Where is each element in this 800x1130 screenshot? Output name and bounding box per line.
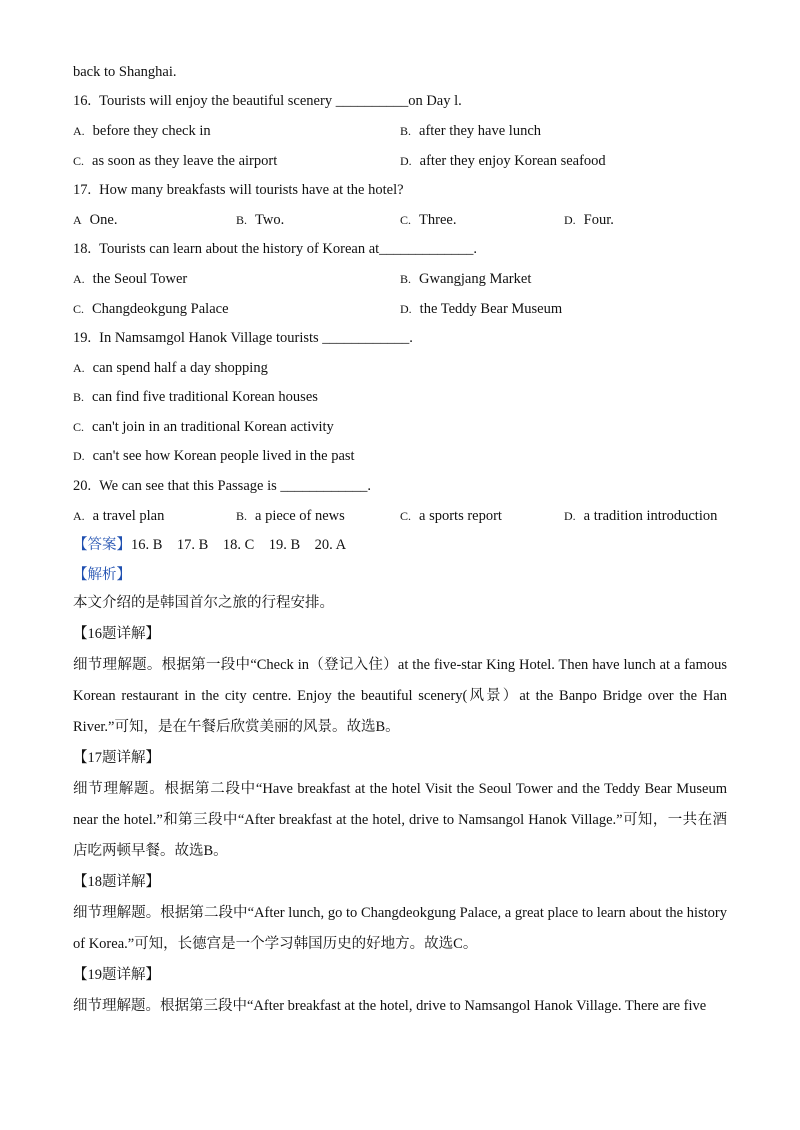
answer-line (73, 536, 346, 554)
option-20d (564, 507, 717, 525)
option-text: Four. (583, 212, 614, 228)
question-17-stem (73, 181, 404, 199)
question-number: 18. (73, 241, 92, 257)
option-letter: C. (400, 213, 412, 227)
option-16a (73, 122, 211, 140)
question-number: 19. (73, 330, 92, 346)
option-19b (73, 388, 318, 406)
option-letter: D. (400, 154, 412, 168)
option-letter: B. (400, 272, 412, 286)
option-19d (73, 447, 355, 465)
option-text: a travel plan (92, 508, 165, 524)
option-18d (400, 300, 562, 318)
question-text: In Namsamgol Hanok Village tourists ____________. (99, 330, 413, 346)
question-text: How many breakfasts will tourists have at the hotel? (99, 182, 404, 198)
option-letter: D. (73, 449, 85, 463)
question-number: 20. (73, 478, 92, 494)
question-20-stem (73, 477, 371, 495)
detail-16-heading: 【16题详解】 (73, 626, 160, 642)
option-text: One. (89, 212, 118, 228)
option-letter: A. (73, 361, 85, 375)
option-letter: D. (564, 213, 576, 227)
option-20c (400, 507, 502, 525)
option-18c (73, 300, 229, 318)
option-letter: A. (73, 272, 85, 286)
option-text: Gwangjang Market (419, 271, 532, 287)
option-17d (564, 211, 614, 229)
option-20a (73, 507, 164, 525)
option-text: can spend half a day shopping (92, 360, 268, 376)
answer-label: 【答案】 (73, 537, 131, 553)
detail-17-text: 细节理解题。根据第二段中“Have breakfast at the hotel Visit the Seoul Tower and the Teddy Bear Museum near the hotel.”和第三段中“After breakfast at the hotel, drive to Namsangol Hanok Village.”可知，一共在酒店吃两顿早餐。故选B。 (73, 781, 727, 859)
option-text: a piece of news (255, 508, 345, 524)
option-17c (400, 211, 456, 229)
option-text: after they have lunch (419, 123, 541, 139)
option-letter: B. (73, 390, 85, 404)
option-16d (400, 152, 606, 170)
option-text: can find five traditional Korean houses (92, 389, 318, 405)
option-letter: A (73, 213, 82, 227)
question-text: Tourists will enjoy the beautiful scenery __________on Day l. (99, 93, 462, 109)
option-16b (400, 122, 541, 140)
question-text: We can see that this Passage is ____________. (99, 478, 371, 494)
option-letter: B. (236, 213, 248, 227)
option-letter: D. (400, 302, 412, 316)
passage-tail: back to Shanghai. (73, 64, 177, 80)
option-letter: B. (400, 124, 412, 138)
detail-19-text: 细节理解题。根据第三段中“After breakfast at the hotel, drive to Namsangol Hanok Village. There are five (73, 998, 707, 1014)
option-letter: C. (73, 302, 85, 316)
option-text: a sports report (419, 508, 502, 524)
option-20b (236, 507, 345, 525)
option-letter: A. (73, 124, 85, 138)
detail-18-text: 细节理解题。根据第二段中“After lunch, go to Changdeokgung Palace, a great place to learn about the history of Korea.”可知，长德宫是一个学习韩国历史的好地方。故选C。 (73, 905, 727, 952)
option-17a (73, 211, 117, 229)
option-text: before they check in (92, 123, 211, 139)
detail-16-text: 细节理解题。根据第一段中“Check in（登记入住）at the five-star King Hotel. Then have lunch at a famous Korean restaurant in the city centre. Enjoy the beautiful scenery(风景）at the Banpo Bridge over the Han River.”可知，是在午餐后欣赏美丽的风景。故选B。 (73, 657, 727, 735)
analysis-label: 【解析】 (73, 567, 131, 583)
detail-19-heading: 【19题详解】 (73, 967, 160, 983)
option-text: can't join in an traditional Korean activity (92, 419, 334, 435)
option-text: Three. (419, 212, 457, 228)
analysis-body (73, 588, 727, 1022)
option-text: Changdeokgung Palace (92, 301, 229, 317)
option-text: a tradition introduction (583, 508, 718, 524)
answer-values: 16. B 17. B 18. C 19. B 20. A (131, 537, 347, 553)
option-19c (73, 418, 334, 436)
option-16c (73, 152, 277, 170)
option-text: can't see how Korean people lived in the past (92, 448, 355, 464)
option-letter: D. (564, 509, 576, 523)
question-text: Tourists can learn about the history of Korean at_____________. (99, 241, 478, 257)
question-18-stem (73, 240, 477, 258)
question-number: 17. (73, 182, 92, 198)
option-letter: A. (73, 509, 85, 523)
option-letter: C. (73, 420, 85, 434)
option-text: after they enjoy Korean seafood (419, 153, 606, 169)
option-letter: C. (73, 154, 85, 168)
option-letter: B. (236, 509, 248, 523)
option-17b (236, 211, 284, 229)
detail-17-heading: 【17题详解】 (73, 750, 160, 766)
option-text: Two. (255, 212, 285, 228)
option-text: the Seoul Tower (92, 271, 188, 287)
detail-18-heading: 【18题详解】 (73, 874, 160, 890)
option-19a (73, 359, 268, 377)
option-18a (73, 270, 187, 288)
option-letter: C. (400, 509, 412, 523)
question-19-stem (73, 329, 413, 347)
summary-text: 本文介绍的是韩国首尔之旅的行程安排。 (73, 595, 334, 611)
question-number: 16. (73, 93, 92, 109)
option-text: as soon as they leave the airport (92, 153, 278, 169)
question-16-stem (73, 92, 462, 110)
option-text: the Teddy Bear Museum (419, 301, 563, 317)
option-18b (400, 270, 531, 288)
